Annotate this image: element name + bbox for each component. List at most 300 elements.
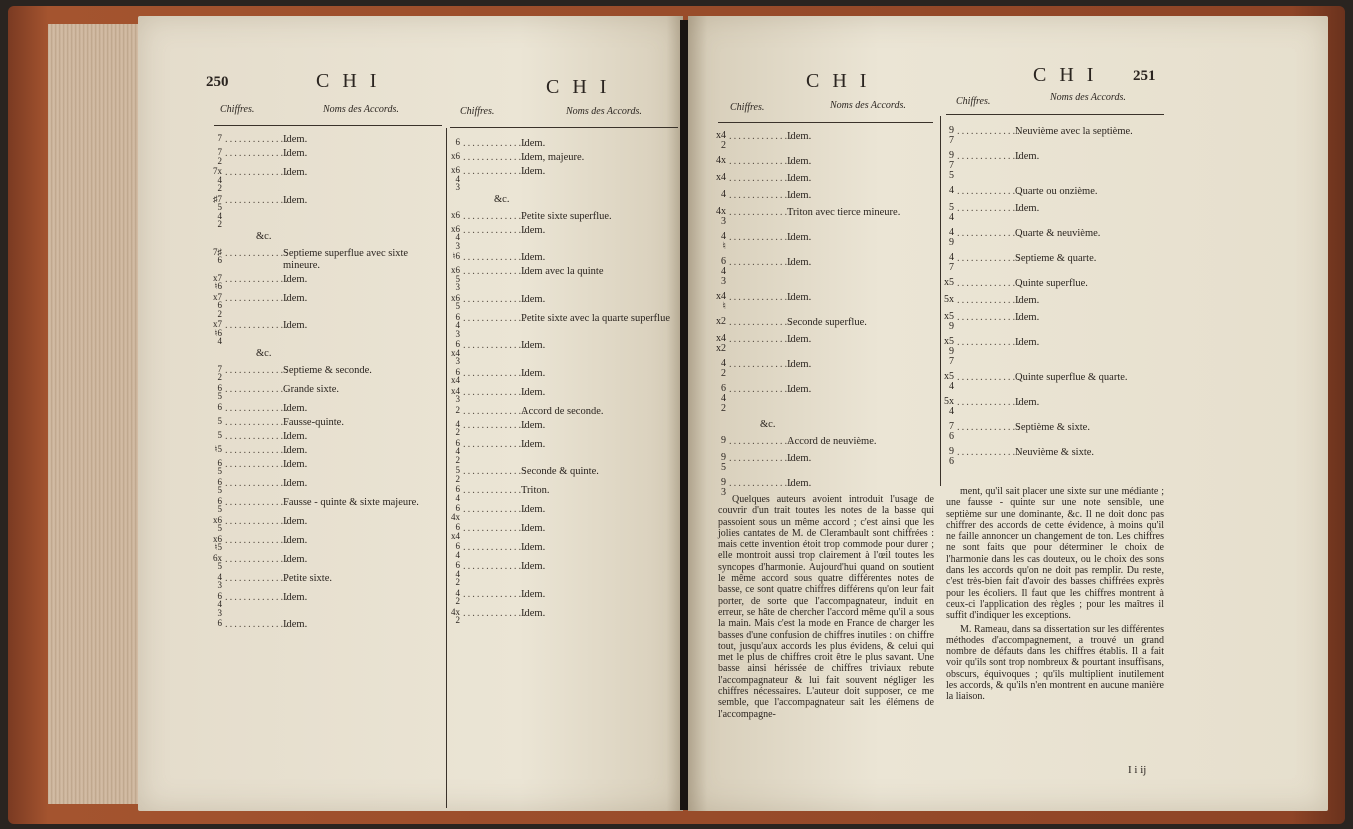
leader-dots: .............. (463, 438, 528, 450)
figured-bass-cipher: 6 4x (451, 503, 460, 522)
chord-entry (434, 504, 678, 521)
leader-dots: .............. (225, 591, 290, 603)
chord-entry (196, 134, 442, 146)
chord-name: Seconde & quinte. (521, 466, 599, 477)
chord-entry (700, 156, 936, 168)
figured-bass-cipher: x7 ♮6 4 (213, 319, 222, 346)
figured-bass-cipher: 4 2 (455, 418, 460, 437)
chord-entry (196, 497, 442, 514)
leader-dots: .............. (463, 340, 528, 351)
figured-bass-cipher: 7 (217, 133, 222, 143)
leader-dots: .............. (225, 572, 290, 584)
figured-bass-cipher: x2 (716, 316, 726, 327)
page-edges (48, 24, 140, 804)
figured-bass-cipher: 7 2 (217, 363, 222, 382)
leader-dots: .............. (225, 515, 290, 527)
chord-name: Idem. (787, 190, 812, 201)
chord-table-right-col1 (700, 131, 936, 503)
leader-dots: .............. (463, 293, 528, 305)
leader-dots: .............. (957, 151, 1022, 162)
figured-bass-cipher: 6 4 3 (721, 256, 726, 287)
chord-name: Idem. (521, 504, 546, 515)
chord-name: Seconde superflue. (787, 317, 867, 328)
figured-bass-cipher: x6 5 (451, 292, 460, 311)
chord-entry (196, 573, 442, 590)
leader-dots: .............. (463, 210, 528, 222)
chord-entry (700, 207, 936, 227)
figured-bass-cipher: 6 5 (217, 382, 222, 401)
chord-name: Idem. (787, 334, 812, 345)
chord-entry (196, 417, 442, 429)
chord-entry (434, 166, 678, 192)
chord-name: Idem. (283, 444, 308, 456)
leader-dots: .............. (225, 458, 290, 470)
leader-dots: .............. (463, 466, 528, 477)
leader-dots: .............. (463, 152, 528, 163)
leader-dots: .............. (957, 126, 1022, 137)
chord-name: Triton avec tierce mineure. (787, 207, 901, 218)
right-page (688, 16, 1328, 811)
chord-name: Accord de seconde. (521, 405, 604, 417)
figured-bass-cipher: 6 5 (217, 476, 222, 495)
leader-dots: .............. (225, 444, 290, 456)
chord-entry (434, 211, 678, 223)
chord-entry (700, 131, 936, 151)
chord-name: Idem. (283, 515, 308, 527)
chord-entry (928, 295, 1164, 307)
chord-name: Idem. (283, 134, 308, 145)
leader-dots: .............. (463, 561, 528, 572)
chord-name: Idem. (283, 402, 308, 414)
figured-bass-cipher: x4 ♮ (716, 291, 726, 312)
leader-dots: .............. (957, 397, 1022, 408)
leader-dots: .............. (729, 317, 794, 328)
chord-name: Fausse - quinte & sixte majeure. (283, 496, 419, 508)
chord-entry (434, 368, 678, 385)
left-page (138, 16, 683, 811)
leader-dots: .............. (729, 131, 794, 142)
chord-name: Idem. (283, 194, 308, 206)
leader-dots: .............. (225, 148, 290, 159)
figured-bass-cipher: x6 (451, 209, 460, 220)
figured-bass-cipher: x6 5 3 (451, 265, 460, 292)
figured-bass-cipher: x6 ♮5 (213, 533, 222, 552)
figured-bass-cipher: 6 x4 (451, 366, 460, 385)
leader-dots: .............. (729, 232, 794, 243)
chord-name: Septieme & seconde. (283, 364, 372, 376)
figured-bass-cipher: 6 5 (217, 495, 222, 514)
chord-entry (928, 186, 1164, 198)
figured-bass-cipher: 4 ♮ (721, 231, 726, 252)
figured-bass-cipher: 6 4 (455, 484, 460, 503)
leader-dots: .............. (463, 367, 528, 379)
chord-name: Idem. (521, 293, 546, 305)
chord-entry (196, 431, 442, 443)
chord-name: Petite sixte. (283, 572, 332, 584)
chord-name: Idem. (283, 458, 308, 470)
leader-dots: .............. (225, 364, 290, 376)
book (8, 6, 1345, 824)
chord-name: Idem, majeure. (521, 152, 585, 163)
figured-bass-cipher: 4x 2 (451, 606, 460, 625)
figured-bass-cipher: 6 (217, 618, 222, 628)
chord-entry (434, 252, 678, 264)
leader-dots: .............. (225, 292, 290, 304)
leader-dots: .............. (463, 523, 528, 534)
body-text-right (946, 486, 1164, 703)
chord-name: Idem. (283, 320, 308, 331)
leader-dots: .............. (957, 186, 1022, 197)
figured-bass-cipher: 4x 3 (716, 206, 726, 227)
figured-bass-cipher: x6 5 (213, 514, 222, 533)
chord-entry (196, 167, 442, 193)
chord-name: Idem. (1015, 337, 1040, 348)
chord-table-left-col1 (196, 134, 442, 633)
chord-entry (700, 317, 936, 329)
column-heading-names: Noms des Accords. (323, 104, 399, 115)
figured-bass-cipher: 4 2 (455, 587, 460, 606)
figured-bass-cipher: x4 x2 (716, 333, 726, 354)
figured-bass-cipher: 5 4 (949, 202, 954, 223)
chord-name: Idem. (521, 561, 546, 572)
chord-entry (196, 248, 442, 272)
figured-bass-cipher: 9 7 (949, 125, 954, 146)
header-rule (946, 114, 1164, 115)
leader-dots: .............. (463, 419, 528, 431)
chord-entry (196, 365, 442, 382)
leader-dots: .............. (463, 166, 528, 177)
leader-dots: .............. (225, 402, 290, 414)
chord-name: Idem. (521, 224, 546, 236)
chord-name: Idem. (787, 384, 812, 395)
chord-name: Idem. (787, 257, 812, 268)
chord-name: Idem. (283, 292, 308, 304)
chord-entry (928, 228, 1164, 248)
chord-entry (196, 459, 442, 476)
chord-name: Quinte superflue & quarte. (1015, 372, 1128, 383)
figured-bass-cipher: 6 x4 (451, 522, 460, 541)
chord-entry (434, 542, 678, 559)
leader-dots: .............. (957, 312, 1022, 323)
chord-entry (196, 516, 442, 533)
chord-name: Accord de neuvième. (787, 436, 877, 447)
leader-dots: .............. (957, 228, 1022, 239)
chord-entry (434, 523, 678, 540)
chord-name: Fausse-quinte. (283, 416, 344, 428)
chord-name: Idem. (1015, 295, 1040, 306)
leader-dots: .............. (225, 194, 290, 206)
chord-name: Idem. (283, 148, 308, 159)
figured-bass-cipher: 4 (721, 189, 726, 200)
figured-bass-cipher: 6 5 (217, 457, 222, 476)
leader-dots: .............. (225, 416, 290, 428)
figured-bass-cipher: ♮6 (452, 251, 460, 261)
leader-dots: .............. (225, 619, 290, 630)
leader-dots: .............. (729, 334, 794, 345)
chord-name: Idem. (1015, 312, 1040, 323)
column-heading-figures: Chiffres. (956, 96, 991, 107)
chord-entry (196, 554, 442, 571)
leader-dots: .............. (225, 383, 290, 395)
chord-entry (196, 445, 442, 457)
figured-bass-cipher: x7 ♮6 (213, 272, 222, 291)
figured-bass-cipher: 6 (217, 401, 222, 412)
chord-entry (434, 266, 678, 292)
chord-entry (928, 372, 1164, 392)
leader-dots: .............. (225, 273, 290, 285)
chord-entry (700, 232, 936, 252)
chord-name: Idem. (787, 131, 812, 142)
chord-name: Idem. (283, 534, 308, 546)
figured-bass-cipher: 6x 5 (213, 552, 222, 571)
leader-dots: .............. (729, 436, 794, 447)
chord-entry (196, 478, 442, 495)
chord-entry (700, 334, 936, 354)
figured-bass-cipher: x6 4 3 (451, 165, 460, 192)
leader-dots: .............. (957, 253, 1022, 264)
chord-entry (700, 292, 936, 312)
chord-name: Idem. (283, 477, 308, 489)
paragraph: Quelques auteurs avoient introduit l'usage de couvrir d'un trait toutes les notes de la basse qui passoient sous un même accord ; c'est ainsi que les jolies cantates de M. de Clerambault sont chiffrées : mais cette invention étoit trop commode pour durer ; elle montroit aussi trop clairement à l'œil toutes les syncopes d'harmonie. Aujourd'hui quand on soutient le même accord sous quatre différentes notes de basse, ce sont quatre chiffres différens qu'on leur fait porter, de sorte que l'accompagnateur, induit en erreur, se hâte de chercher l'accord même qu'il a sous la main. Mais c'est la mode en France de charger les basses d'une confusion de chiffres inutiles : on chiffre tout, jusqu'aux accords les plus évidens, & celui qui met le plus de chiffres croit être le plus savant. Une basse ainsi hérissée de chiffres triviaux rebute l'accompagnateur & lui fait souvent négliger les chiffres nécessaires. L'auteur doit supposer, ce me semble, que l'accompagnateur sait les élémens de l'accompagne- (718, 494, 934, 720)
figured-bass-cipher: x4 2 (716, 130, 726, 151)
chord-name: Grande sixte. (283, 383, 339, 395)
figured-bass-cipher: 6 (455, 137, 460, 147)
chord-entry (196, 592, 442, 618)
chord-name: Neuvième & sixte. (1015, 447, 1095, 458)
figured-bass-cipher: 9 5 (721, 452, 726, 473)
leader-dots: .............. (463, 312, 528, 324)
figured-bass-cipher: 5 2 (455, 465, 460, 484)
chord-name: Quarte & neuvième. (1015, 228, 1101, 239)
figured-bass-cipher: 6 4 2 (721, 383, 726, 414)
chord-entry (434, 466, 678, 483)
figured-bass-cipher: 2 (455, 404, 460, 415)
leader-dots: .............. (463, 607, 528, 619)
chord-entry (196, 293, 442, 319)
leader-dots: .............. (225, 320, 290, 331)
leader-dots: .............. (225, 167, 290, 178)
leader-dots: .............. (225, 553, 290, 565)
chord-name: Idem. (521, 166, 546, 177)
leader-dots: .............. (463, 266, 528, 277)
chord-entry (196, 195, 442, 229)
chord-name: Idem. (521, 340, 546, 351)
header-rule (450, 127, 678, 128)
chord-name: Idem. (787, 156, 812, 167)
figured-bass-cipher: 4x (716, 155, 726, 166)
figured-bass-cipher: x5 9 (944, 311, 954, 332)
etc-marker: &c. (760, 419, 776, 430)
chord-name: Idem. (787, 478, 812, 489)
chord-entry (700, 257, 936, 287)
chord-entry (928, 253, 1164, 273)
leader-dots: .............. (957, 203, 1022, 214)
chord-entry (928, 203, 1164, 223)
running-head: C H I (806, 70, 871, 92)
chord-name: Quinte superflue. (1015, 278, 1088, 289)
chord-name: Idem. (283, 553, 308, 565)
figured-bass-cipher: x5 9 7 (944, 336, 954, 367)
figured-bass-cipher: ♮5 (214, 443, 222, 454)
chord-name: Triton. (521, 485, 550, 496)
chord-name: Idem. (787, 232, 812, 243)
chord-name: Petite sixte superflue. (521, 210, 612, 222)
running-head: C H I (316, 70, 381, 92)
figured-bass-cipher: x6 (451, 151, 460, 161)
leader-dots: .............. (957, 295, 1022, 306)
chord-entry (434, 225, 678, 251)
chord-entry (928, 337, 1164, 367)
figured-bass-cipher: 4 3 (217, 571, 222, 590)
leader-dots: .............. (729, 173, 794, 184)
chord-entry (700, 436, 936, 448)
etc-marker: &c. (256, 230, 272, 242)
leader-dots: .............. (957, 278, 1022, 289)
leader-dots: .............. (729, 453, 794, 464)
leader-dots: .............. (729, 156, 794, 167)
figured-bass-cipher: 7 2 (217, 147, 222, 166)
chord-entry (434, 485, 678, 502)
chord-entry (434, 340, 678, 366)
leader-dots: .............. (463, 485, 528, 496)
chord-name: Quarte ou onzième. (1015, 186, 1098, 197)
figured-bass-cipher: x6 4 3 (451, 223, 460, 251)
chord-name: Idem. (787, 359, 812, 370)
chord-entry (928, 151, 1164, 181)
figured-bass-cipher: ♯7 5 4 2 (213, 193, 222, 229)
leader-dots: .............. (463, 588, 528, 600)
chord-name: Idem. (283, 167, 308, 178)
leader-dots: .............. (463, 542, 528, 553)
figured-bass-cipher: 6 4 3 (455, 311, 460, 339)
figured-bass-cipher: 9 3 (721, 477, 726, 498)
chord-name: Idem. (521, 438, 546, 450)
chord-name: Idem. (521, 386, 546, 398)
leader-dots: .............. (729, 190, 794, 201)
figured-bass-cipher: x4 3 (451, 385, 460, 404)
leader-dots: .............. (729, 292, 794, 303)
paragraph: ment, qu'il sait placer une sixte sur une médiante ; une fausse - quinte sur une note sensible, une septième sur une dominante, &c. Il ne doit donc pas chiffrer des accords de cette évidence, à moins qu'il ne faille annoncer un changement de ton. Les chiffres ne sont faits que pour déterminer le choix de l'harmonie dans les cas douteux, ou le choix des sons dans les accords qu'on ne doit pas remplir. Du reste, c'est très-bien fait d'avoir des basses chiffrées exprès pour les écoliers. Il faut que les chiffres montrent à ceux-ci l'application des règles ; pour les maîtres il suffit d'indiquer les exceptions. (946, 486, 1164, 622)
figured-bass-cipher: 4 7 (949, 252, 954, 273)
figured-bass-cipher: 4 (949, 185, 954, 196)
chord-entry (196, 384, 442, 401)
chord-entry (196, 320, 442, 346)
figured-bass-cipher: x7 6 2 (213, 291, 222, 319)
chord-name: Idem avec la quinte (521, 266, 604, 277)
chord-entry (196, 274, 442, 291)
chord-name: Idem. (283, 273, 308, 285)
chord-name: Idem. (521, 252, 546, 263)
etc-marker: &c. (256, 347, 272, 359)
leader-dots: .............. (729, 478, 794, 489)
page-number: 250 (206, 74, 229, 90)
column-heading-names: Noms des Accords. (830, 100, 906, 111)
chord-entry (434, 406, 678, 418)
chord-entry (700, 384, 936, 414)
figured-bass-cipher: 7 6 (949, 421, 954, 442)
figured-bass-cipher: 9 7 5 (949, 150, 954, 181)
chord-entry (700, 190, 936, 202)
chord-name: Petite sixte avec la quarte superflue (521, 312, 670, 324)
leader-dots: .............. (957, 447, 1022, 458)
column-heading-names: Noms des Accords. (1050, 92, 1126, 103)
leader-dots: .............. (463, 252, 528, 263)
column-heading-figures: Chiffres. (220, 104, 255, 115)
leader-dots: .............. (957, 372, 1022, 383)
chord-entry (434, 387, 678, 404)
leader-dots: .............. (225, 134, 290, 145)
chord-entry (196, 148, 442, 165)
running-head: C H I (546, 76, 611, 98)
leader-dots: .............. (225, 534, 290, 546)
figured-bass-cipher: 7♯ 6 (213, 246, 222, 265)
leader-dots: .............. (463, 405, 528, 417)
chord-entry (434, 439, 678, 465)
chord-name: Idem. (283, 430, 308, 442)
figured-bass-cipher: 4 2 (721, 358, 726, 379)
chord-entry (434, 420, 678, 437)
figured-bass-cipher: x5 (944, 277, 954, 288)
page-number: 251 (1133, 68, 1156, 84)
chord-entry (196, 619, 442, 631)
figured-bass-cipher: 6 4 (455, 541, 460, 560)
leader-dots: .............. (957, 422, 1022, 433)
body-text-left (718, 494, 934, 720)
chord-name: Idem. (787, 453, 812, 464)
chord-entry (434, 294, 678, 311)
chord-table-right-col2 (928, 126, 1164, 472)
figured-bass-cipher: 4 9 (949, 227, 954, 248)
chord-entry (434, 138, 678, 150)
leader-dots: .............. (463, 138, 528, 149)
leader-dots: .............. (729, 207, 794, 218)
leader-dots: .............. (729, 359, 794, 370)
chord-entry (928, 422, 1164, 442)
etc-marker: &c. (494, 193, 510, 205)
chord-name: Idem. (521, 542, 546, 553)
leader-dots: .............. (225, 496, 290, 508)
figured-bass-cipher: 6 x4 3 (451, 339, 460, 366)
leader-dots: .............. (463, 224, 528, 236)
chord-name: Septieme superflue avec sixte mineure. (283, 247, 409, 271)
chord-entry (434, 589, 678, 606)
signature-mark: I i ij (1128, 764, 1147, 776)
chord-name: Idem. (283, 619, 308, 630)
chord-name: Neuvième avec la septième. (1015, 126, 1133, 137)
figured-bass-cipher: 9 (721, 435, 726, 446)
chord-entry (928, 447, 1164, 467)
chord-entry (196, 535, 442, 552)
chord-entry (434, 152, 678, 164)
column-heading-names: Noms des Accords. (566, 106, 642, 117)
chord-name: Idem. (787, 173, 812, 184)
figured-bass-cipher: x5 4 (944, 371, 954, 392)
figured-bass-cipher: 6 4 3 (217, 590, 222, 618)
header-rule (718, 122, 933, 123)
figured-bass-cipher: 5 (217, 429, 222, 440)
running-head: C H I (1033, 64, 1098, 86)
paragraph: M. Rameau, dans sa dissertation sur les différentes méthodes d'accompagnement, a trouvé un grand nombre de défauts dans les chiffres établis. Il a fait voir qu'ils sont trop nombreux & pourtant insuffisans, obscurs, équivoques ; qu'ils multiplient inutilement les accords, & qu'ils n'en montrent en aucune manière la liaison. (946, 623, 1164, 703)
leader-dots: .............. (225, 247, 290, 259)
figured-bass-cipher: 6 4 2 (455, 437, 460, 465)
chord-entry (434, 561, 678, 587)
chord-name: Idem. (1015, 203, 1040, 214)
chord-entry (700, 453, 936, 473)
figured-bass-cipher: 5 (217, 415, 222, 426)
header-rule (214, 125, 442, 126)
chord-name: Idem. (1015, 397, 1040, 408)
leader-dots: .............. (225, 477, 290, 489)
